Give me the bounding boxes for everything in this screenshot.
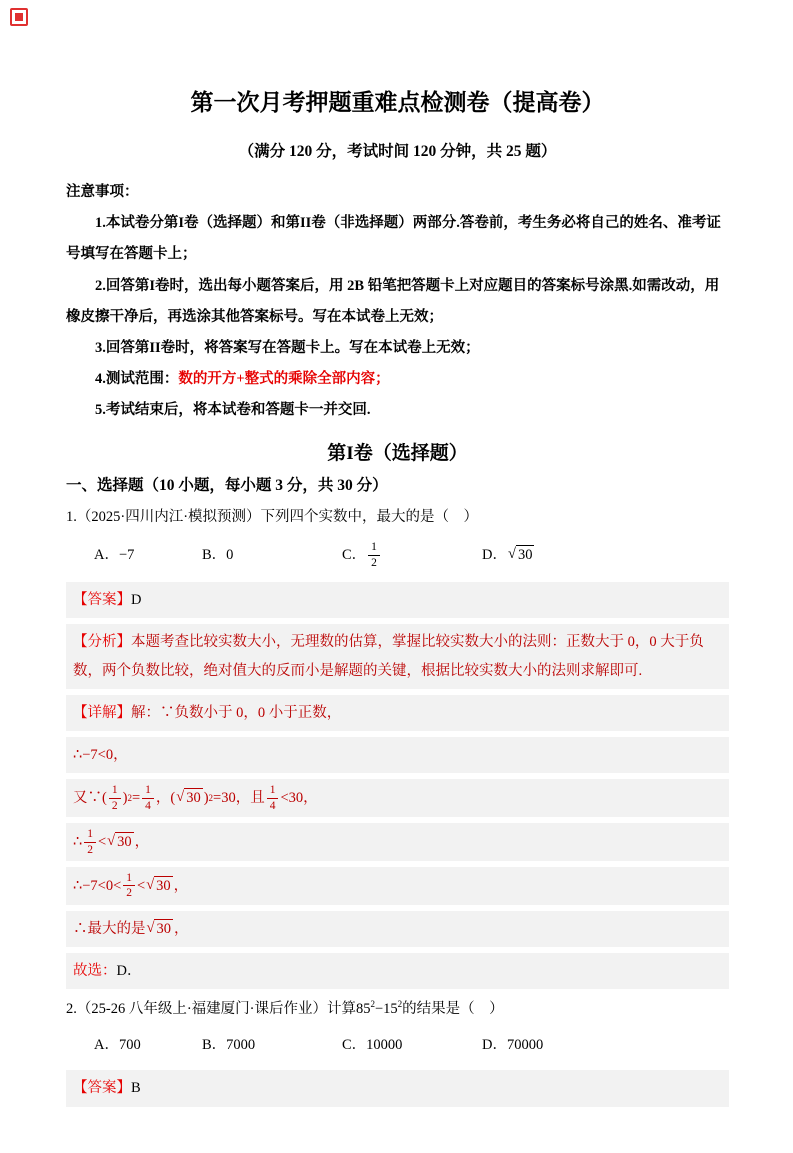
q2-stem-suffix: 的结果是（ ）: [402, 1001, 504, 1018]
q2-option-a-label: A．: [94, 1037, 119, 1054]
q2-expr-base2: 15: [383, 1001, 398, 1018]
notice-item-4: [66, 364, 729, 395]
q1-option-b-value: 0: [226, 547, 234, 564]
notice-item-4-prefix: 4.测试范围：: [95, 371, 179, 388]
q1-option-d-label: D．: [482, 547, 507, 564]
q2-option-d-value: 70000: [506, 1037, 544, 1054]
page-subtitle: （满分 120 分，考试时间 120 分钟，共 25 题）: [238, 143, 557, 160]
notice-item-5: 5.考试结束后，将本试卷和答题卡一并交回.: [95, 402, 371, 419]
q1-option-b: [202, 542, 342, 568]
q2-option-c-label: C．: [342, 1037, 367, 1054]
q1-solution-line-5: ∴最大的是 √ 30 ，: [66, 911, 729, 947]
q1-conclusion-label: 故选：: [73, 962, 117, 979]
q1-option-c-fraction: [368, 540, 380, 570]
q2-option-b-label: B．: [202, 1037, 227, 1054]
notice-item-2: 2.回答第I卷时，选出每小题答案后，用 2B 铅笔把答题卡上对应题目的答案标号涂黑.如需改动，用橡皮擦干净后，再选涂其他答案标号。写在本试卷上无效；: [66, 277, 720, 325]
q1-option-b-label: B．: [202, 547, 227, 564]
q1-option-d: [482, 542, 729, 568]
q1-solution-line-2: 又∵( $\frac{1}{2}$ ) 2 = $\frac{1}{4}$ ，( √ 30 ) 2 =30，且 $\frac{1}{4}$ <30，: [66, 779, 729, 817]
q1-option-d-radical: [508, 545, 534, 565]
notice-item-1: 1.本试卷分第I卷（选择题）和第II卷（非选择题）两部分.答卷前，考生务必将自己的姓名、准考证号填写在答题卡上；: [66, 215, 721, 263]
q1-solution-line-4: ∴−7<0< $\frac{1}{2}$ < √ 30 ，: [66, 867, 729, 905]
q1-analysis-text: 本题考查比较实数大小，无理数的估算，掌握比较实数大小的法则：正数大于 0，0 大于负数，两个负数比较，绝对值大的反而小是解题的关键，根据比较实数大小的法则求解即可.: [73, 634, 704, 679]
q2-expr-sup2: 2: [397, 999, 403, 1010]
radical-sign: √: [507, 546, 516, 563]
q1-solution-line-1: ∴−7<0，: [66, 737, 729, 773]
q1-option-a-value: −7: [118, 547, 135, 564]
q2-options: [66, 1032, 729, 1058]
corner-mark-icon: [10, 8, 28, 26]
q1-option-c-label: C．: [342, 547, 367, 564]
q1-option-a-label: A．: [94, 547, 119, 564]
q2-answer-row: [66, 1070, 729, 1106]
q1-answer-value: D: [131, 592, 142, 609]
section1-subheading: 一、选择题（10 小题，每小题 3 分，共 30 分）: [66, 477, 388, 495]
q2-option-a: [94, 1032, 202, 1058]
q1-solution-line-3: ∴ $\frac{1}{2}$ < √ 30 ，: [66, 823, 729, 861]
q1-detail: [66, 695, 729, 731]
q1-option-c-numerator: 1: [368, 540, 380, 555]
q2-expr-minus: −: [374, 1001, 384, 1018]
q2-stem: [66, 995, 729, 1024]
q2-stem-prefix: 2.（25-26 八年级上·福建厦门·课后作业）计算: [66, 1001, 356, 1018]
q1-analysis: [66, 624, 729, 689]
q2-answer-label: 【答案】: [73, 1080, 131, 1097]
q1-stem: 1.（2025·四川内江·模拟预测）下列四个实数中，最大的是（ ）: [66, 509, 479, 526]
q2-expr-base1: 85: [355, 1001, 371, 1018]
q2-option-c-value: 10000: [366, 1037, 403, 1054]
notices-section: [66, 177, 729, 426]
q1-analysis-label: 【分析】: [73, 634, 131, 651]
q1-options: [66, 540, 729, 570]
q2-expression: [356, 1001, 402, 1017]
q2-option-b: [202, 1032, 342, 1058]
q1-answer-label: 【答案】: [73, 592, 131, 609]
q1-option-a: [94, 542, 202, 568]
notices-heading: 注意事项：: [66, 184, 139, 200]
page-title: 第一次月考押题重难点检测卷（提高卷）: [190, 90, 605, 115]
q1-detail-text: 解：∵负数小于 0，0 小于正数，: [131, 704, 342, 721]
q1-conclusion-value: D．: [116, 962, 142, 979]
q1-option-c-denominator: 2: [371, 556, 377, 569]
q1-answer-row: [66, 582, 729, 618]
q2-option-d: [482, 1032, 729, 1058]
q2-expr-sup1: 2: [370, 999, 375, 1010]
q1-option-d-radicand: 30: [517, 547, 533, 564]
section1-heading: 第I卷（选择题）: [327, 443, 468, 465]
notice-item-3: 3.回答第II卷时，将答案写在答题卡上。写在本试卷上无效；: [95, 339, 480, 356]
q1-detail-label: 【详解】: [73, 704, 131, 721]
q2-option-a-value: 700: [118, 1037, 141, 1054]
q2-option-c: [342, 1032, 482, 1058]
q2-answer-value: B: [131, 1080, 141, 1097]
q1-option-c: [342, 540, 482, 570]
notice-item-4-scope: 数的开方+整式的乘除全部内容；: [178, 371, 390, 388]
q2-option-d-label: D．: [482, 1037, 507, 1054]
q2-option-b-value: 7000: [226, 1037, 256, 1054]
q1-conclusion: [66, 953, 729, 989]
